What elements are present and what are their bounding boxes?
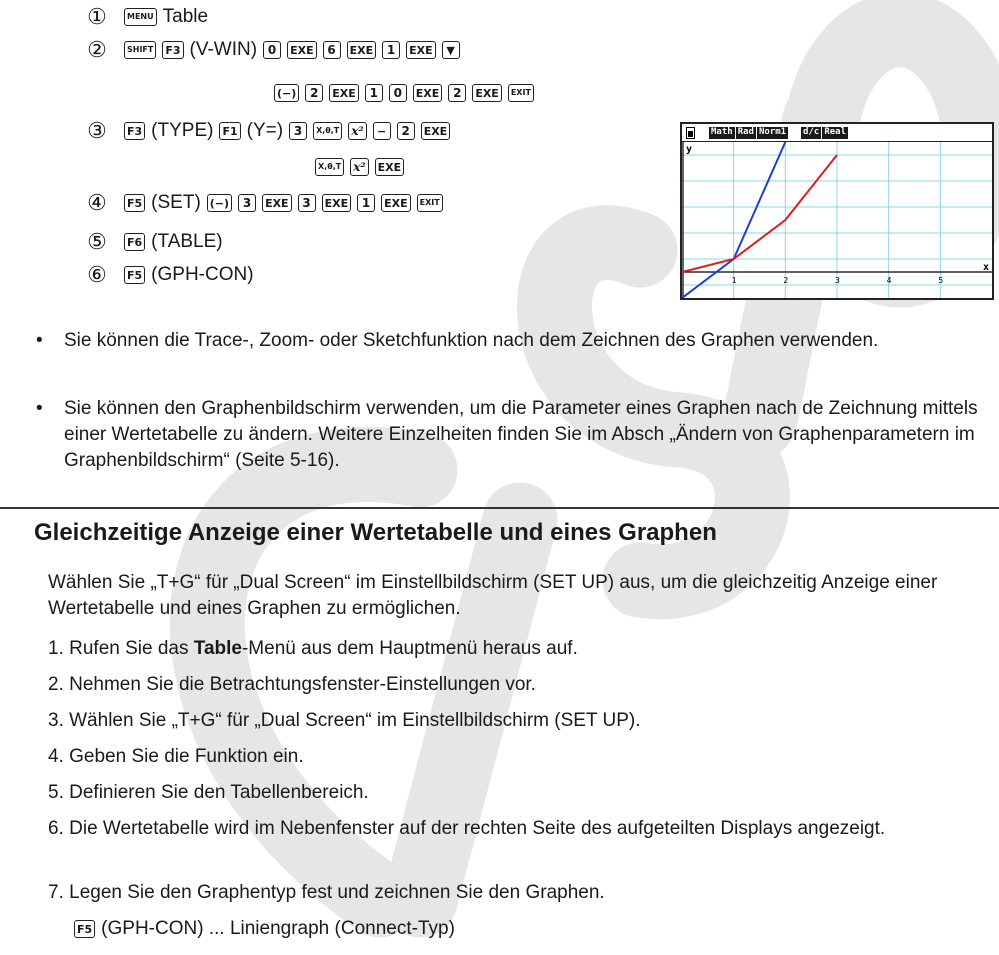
list-text: 1. Rufen Sie das <box>48 638 194 659</box>
step-number: ④ <box>87 190 107 215</box>
status-dc: d/c <box>803 127 820 137</box>
calculator-key: EXE <box>262 194 292 212</box>
calculator-key: 3 <box>289 122 307 140</box>
step-row <box>274 80 540 106</box>
step-row <box>86 190 449 216</box>
bullet-item <box>36 328 986 354</box>
step-row <box>86 262 260 288</box>
calculator-key: 2 <box>448 84 466 102</box>
step-number: ② <box>87 37 107 62</box>
calculator-key: F6 <box>124 233 145 251</box>
list-subitem <box>74 916 999 942</box>
step-text: (TYPE) <box>151 120 214 141</box>
calculator-key: SHIFT <box>124 41 156 59</box>
calculator-key: 1 <box>382 41 400 59</box>
step-row <box>86 4 214 30</box>
calculator-key: 1 <box>365 84 383 102</box>
calculator-key: EXIT <box>508 84 534 102</box>
bullet-dot: • <box>36 398 43 419</box>
menu-name: Table <box>193 638 242 659</box>
step-text: Table <box>162 6 209 27</box>
status-math: Math <box>711 127 733 137</box>
calculator-key: 0 <box>263 41 281 59</box>
y-axis-label: y <box>686 144 693 155</box>
calculator-key: X,θ,T <box>313 122 342 140</box>
calculator-key: 0 <box>389 84 407 102</box>
status-real: Real <box>824 127 846 137</box>
calculator-key: F5 <box>124 194 145 212</box>
bullet-text: Sie können den Graphenbildschirm verwenden, um die Parameter eines Graphen nach de Zeichnung mittels einer Wertetabelle zu ändern. Weitere Einzelheiten finden Sie im Absch „Ändern von Graphenparametern im Graphenbildschirm“ (Seite 5-16). <box>64 398 978 471</box>
calculator-key: F1 <box>219 122 240 140</box>
step-text: (Y=) <box>246 120 284 141</box>
calculator-key: 2 <box>397 122 415 140</box>
x-tick-label: 4 <box>886 276 892 285</box>
screen-status-bar <box>682 124 992 142</box>
step-row <box>315 154 410 180</box>
step-text: (SET) <box>151 192 201 213</box>
section-heading: Gleichzeitige Anzeige einer Wertetabelle und eines Graphen <box>34 519 717 546</box>
calculator-key: EXE <box>347 41 377 59</box>
step-number: ① <box>87 4 107 29</box>
step-text: (V-WIN) <box>189 39 258 60</box>
calculator-key: EXE <box>406 41 436 59</box>
calculator-key: − <box>373 122 391 140</box>
bullet-item <box>36 396 986 474</box>
x-axis-label: x <box>983 262 990 273</box>
calculator-key: 1 <box>357 194 375 212</box>
calculator-key: x² <box>348 122 366 140</box>
list-item <box>48 636 988 662</box>
calculator-key: 6 <box>323 41 341 59</box>
step-text: (GPH-CON) <box>151 264 254 285</box>
status-rad: Rad <box>737 127 754 137</box>
calculator-key: EXE <box>287 41 317 59</box>
x-tick-label: 5 <box>938 276 944 285</box>
graph-plot <box>682 142 992 298</box>
calculator-key: F3 <box>162 41 183 59</box>
step-number: ⑤ <box>87 229 107 254</box>
calculator-screen <box>680 122 994 300</box>
x-tick-label: 3 <box>835 276 840 285</box>
list-item: 6. Die Wertetabelle wird im Nebenfenster auf der rechten Seite des aufgeteilten Displays angezeigt. <box>48 818 886 839</box>
list-item: 5. Definieren Sie den Tabellenbereich. <box>48 782 369 803</box>
section-divider <box>0 507 999 509</box>
list-text: -Menü aus dem Hauptmenü heraus auf. <box>241 638 578 659</box>
status-norm: Norm1 <box>758 127 787 137</box>
calculator-key: (−) <box>274 84 299 102</box>
step-row <box>86 229 229 255</box>
step-text: (TABLE) <box>151 231 223 252</box>
calculator-key: MENU <box>124 8 157 26</box>
step-number: ③ <box>87 118 107 143</box>
step-row <box>86 37 466 63</box>
series-line <box>682 155 837 272</box>
list-item: 2. Nehmen Sie die Betrachtungsfenster-Einstellungen vor. <box>48 674 536 695</box>
calculator-key: EXIT <box>417 194 443 212</box>
intro-paragraph: Wählen Sie „T+G“ für „Dual Screen“ im Einstellbildschirm (SET UP) aus, um die gleichzeitig Anzeige einer Wertetabelle und eines Graphen zu ermöglichen. <box>48 572 938 619</box>
x-tick-label: 1 <box>731 276 737 285</box>
calculator-key: 3 <box>238 194 256 212</box>
calculator-key: x² <box>350 158 368 176</box>
calculator-key: X,θ,T <box>315 158 344 176</box>
x-tick-label: 2 <box>783 276 789 285</box>
calculator-key: EXE <box>381 194 411 212</box>
calculator-key: EXE <box>329 84 359 102</box>
f5-key: F5 <box>74 920 95 938</box>
calculator-key: EXE <box>375 158 405 176</box>
calculator-key: 2 <box>305 84 323 102</box>
battery-icon <box>686 127 695 139</box>
step-row <box>86 118 456 144</box>
list-item: 7. Legen Sie den Graphentyp fest und zeichnen Sie den Graphen. <box>48 882 605 903</box>
bullet-dot: • <box>36 330 43 351</box>
calculator-key: F5 <box>124 266 145 284</box>
calculator-key: EXE <box>322 194 352 212</box>
bullet-text: Sie können die Trace-, Zoom- oder Sketchfunktion nach dem Zeichnen des Graphen verwenden. <box>64 330 879 351</box>
list-item: 4. Geben Sie die Funktion ein. <box>48 746 304 767</box>
step-number: ⑥ <box>87 262 107 287</box>
calculator-key: 3 <box>298 194 316 212</box>
calculator-key: F3 <box>124 122 145 140</box>
calculator-key: EXE <box>413 84 443 102</box>
list-text: (GPH-CON) ... Liniengraph (Connect-Typ) <box>101 918 455 939</box>
calculator-key: (−) <box>207 194 232 212</box>
calculator-key: EXE <box>421 122 451 140</box>
calculator-key: EXE <box>472 84 502 102</box>
list-item: 3. Wählen Sie „T+G“ für „Dual Screen“ im Einstellbildschirm (SET UP). <box>48 710 641 731</box>
calculator-key: ▼ <box>442 41 460 59</box>
